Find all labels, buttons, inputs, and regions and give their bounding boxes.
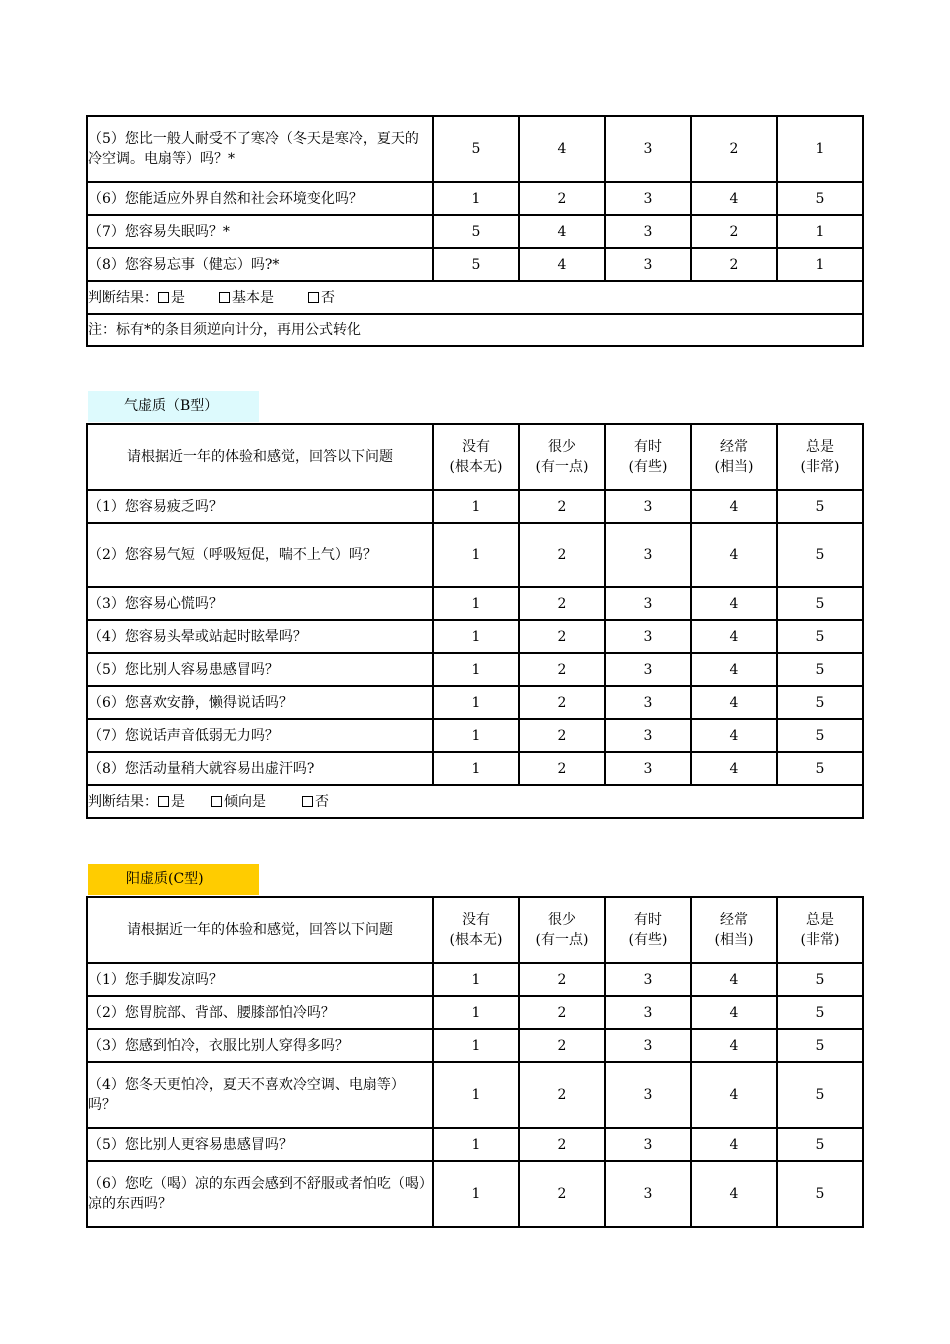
score-option[interactable]: 5 (777, 587, 863, 620)
score-option[interactable]: 5 (777, 686, 863, 719)
score-option[interactable]: 5 (777, 653, 863, 686)
score-option[interactable]: 3 (605, 963, 691, 996)
score-option[interactable]: 3 (605, 1128, 691, 1161)
score-option[interactable]: 5 (777, 752, 863, 785)
score-option[interactable]: 4 (691, 620, 777, 653)
option-yes[interactable]: 是 (158, 792, 185, 812)
score-option[interactable]: 2 (519, 523, 605, 587)
score-option[interactable]: 4 (691, 1062, 777, 1128)
question-text: （5）您比别人更容易患感冒吗？ (87, 1128, 433, 1161)
score-option[interactable]: 2 (519, 587, 605, 620)
table-row (87, 587, 863, 620)
table-b (86, 423, 864, 819)
result-label: 判断结果： (88, 793, 158, 810)
question-text: （2）您容易气短（呼吸短促，喘不上气）吗？ (87, 523, 433, 587)
score-option[interactable]: 4 (691, 587, 777, 620)
score-option[interactable]: 3 (605, 523, 691, 587)
score-option[interactable]: 1 (433, 1029, 519, 1062)
score-option[interactable]: 3 (605, 653, 691, 686)
score-option[interactable]: 1 (433, 1161, 519, 1227)
score-option[interactable]: 3 (605, 1062, 691, 1128)
column-header: 没有 (根本无) (433, 424, 519, 490)
score-option[interactable]: 4 (691, 1161, 777, 1227)
score-option[interactable]: 2 (519, 182, 605, 215)
question-text: （7）您容易失眠吗？* (87, 215, 433, 248)
table-row (87, 620, 863, 653)
score-option[interactable]: 4 (691, 1029, 777, 1062)
score-option[interactable]: 5 (777, 182, 863, 215)
score-option[interactable]: 1 (777, 248, 863, 281)
column-header: 有时 (有些) (605, 897, 691, 963)
header-row (87, 424, 863, 490)
result-row (87, 785, 863, 818)
score-option[interactable]: 4 (691, 182, 777, 215)
score-option[interactable]: 2 (691, 248, 777, 281)
score-option[interactable]: 2 (519, 996, 605, 1029)
score-option[interactable]: 1 (433, 963, 519, 996)
column-header: 很少 (有一点) (519, 424, 605, 490)
score-option[interactable]: 3 (605, 490, 691, 523)
table-row (87, 963, 863, 996)
score-option[interactable]: 2 (519, 620, 605, 653)
score-option[interactable]: 3 (605, 116, 691, 182)
score-option[interactable]: 4 (691, 996, 777, 1029)
column-header: 很少 (有一点) (519, 897, 605, 963)
table-row (87, 182, 863, 215)
result-cell (87, 785, 863, 818)
score-option[interactable]: 2 (519, 1029, 605, 1062)
table-row (87, 752, 863, 785)
score-option[interactable]: 1 (433, 587, 519, 620)
table-c (86, 896, 864, 1228)
column-header: 总是 (非常) (777, 424, 863, 490)
score-option[interactable]: 1 (433, 523, 519, 587)
score-option[interactable]: 1 (433, 182, 519, 215)
score-option[interactable]: 3 (605, 1029, 691, 1062)
score-option[interactable]: 2 (519, 686, 605, 719)
score-option[interactable]: 5 (777, 620, 863, 653)
score-option[interactable]: 1 (433, 996, 519, 1029)
score-option[interactable]: 2 (519, 963, 605, 996)
table-row (87, 719, 863, 752)
header-row (87, 897, 863, 963)
table-row (87, 996, 863, 1029)
score-option[interactable]: 5 (777, 996, 863, 1029)
option-tend-yes[interactable]: 倾向是 (211, 792, 266, 812)
question-text: （8）您容易忘事（健忘）吗?* (87, 248, 433, 281)
table-row (87, 490, 863, 523)
score-option[interactable]: 1 (433, 1062, 519, 1128)
column-header: 有时 (有些) (605, 424, 691, 490)
score-option[interactable]: 4 (691, 686, 777, 719)
score-option[interactable]: 1 (433, 620, 519, 653)
score-option[interactable]: 3 (605, 182, 691, 215)
question-text: （1）您手脚发凉吗？ (87, 963, 433, 996)
score-option[interactable]: 1 (433, 653, 519, 686)
table-row (87, 653, 863, 686)
score-option[interactable]: 1 (433, 686, 519, 719)
checkbox-icon[interactable] (308, 292, 319, 303)
score-option[interactable]: 2 (519, 1128, 605, 1161)
score-option[interactable]: 2 (691, 215, 777, 248)
score-option[interactable]: 5 (777, 1029, 863, 1062)
table-row (87, 1029, 863, 1062)
result-label: 判断结果： (88, 289, 158, 306)
column-header: 经常 (相当) (691, 897, 777, 963)
table-a (86, 115, 864, 347)
score-option[interactable]: 5 (433, 116, 519, 182)
column-header: 总是 (非常) (777, 897, 863, 963)
score-option[interactable]: 3 (605, 248, 691, 281)
column-header: 经常 (相当) (691, 424, 777, 490)
table-row (87, 686, 863, 719)
checkbox-icon[interactable] (158, 292, 169, 303)
score-option[interactable]: 1 (433, 719, 519, 752)
score-option[interactable]: 2 (519, 752, 605, 785)
score-option[interactable]: 2 (519, 1161, 605, 1227)
score-option[interactable]: 3 (605, 215, 691, 248)
note-row (87, 314, 863, 346)
score-option[interactable]: 3 (605, 719, 691, 752)
score-option[interactable]: 5 (433, 215, 519, 248)
score-option[interactable]: 5 (777, 719, 863, 752)
table-row (87, 523, 863, 587)
question-text: （6）您喜欢安静，懒得说话吗？ (87, 686, 433, 719)
table-row (87, 1128, 863, 1161)
table-row (87, 1161, 863, 1227)
question-text: （3）您容易心慌吗？ (87, 587, 433, 620)
checkbox-icon[interactable] (158, 796, 169, 807)
score-option[interactable]: 5 (777, 963, 863, 996)
score-option[interactable]: 2 (519, 1062, 605, 1128)
result-cell (87, 281, 863, 314)
score-option[interactable]: 4 (691, 523, 777, 587)
score-option[interactable]: 3 (605, 752, 691, 785)
option-basically-yes[interactable]: 基本是 (219, 288, 274, 308)
score-option[interactable]: 4 (519, 248, 605, 281)
score-option[interactable]: 3 (605, 620, 691, 653)
score-option[interactable]: 4 (691, 490, 777, 523)
score-option[interactable]: 4 (519, 215, 605, 248)
score-option[interactable]: 3 (605, 686, 691, 719)
question-text: （3）您感到怕冷，衣服比别人穿得多吗？ (87, 1029, 433, 1062)
score-option[interactable]: 4 (691, 653, 777, 686)
score-option[interactable]: 4 (519, 116, 605, 182)
score-option[interactable]: 5 (777, 1062, 863, 1128)
score-option[interactable]: 1 (433, 490, 519, 523)
score-option[interactable]: 3 (605, 1161, 691, 1227)
column-header: 没有 (根本无) (433, 897, 519, 963)
score-option[interactable]: 5 (777, 523, 863, 587)
option-no[interactable]: 否 (308, 288, 335, 308)
score-option[interactable]: 3 (605, 996, 691, 1029)
question-text: （5）您比一般人耐受不了寒冷（冬天是寒冷，夏天的冷空调。电扇等）吗？* (87, 116, 433, 182)
note-text: 注：标有*的条目须逆向计分，再用公式转化 (87, 314, 863, 346)
table-row (87, 248, 863, 281)
checkbox-icon[interactable] (302, 796, 313, 807)
score-option[interactable]: 1 (777, 116, 863, 182)
score-option[interactable]: 2 (519, 653, 605, 686)
question-text: （1）您容易疲乏吗？ (87, 490, 433, 523)
score-option[interactable]: 2 (691, 116, 777, 182)
score-option[interactable]: 3 (605, 587, 691, 620)
score-option[interactable]: 1 (433, 752, 519, 785)
question-text: （4）您容易头晕或站起时眩晕吗？ (87, 620, 433, 653)
score-option[interactable]: 1 (433, 1128, 519, 1161)
score-option[interactable]: 5 (777, 490, 863, 523)
question-text: （8）您活动量稍大就容易出虚汗吗? (87, 752, 433, 785)
table-row (87, 116, 863, 182)
checkbox-icon[interactable] (211, 796, 222, 807)
score-option[interactable]: 4 (691, 963, 777, 996)
section-label-b: 气虚质（B型） (88, 391, 259, 422)
question-text: （6）您吃（喝）凉的东西会感到不舒服或者怕吃（喝）凉的东西吗？ (87, 1161, 433, 1227)
result-row (87, 281, 863, 314)
instruction-header: 请根据近一年的体验和感觉，回答以下问题 (87, 897, 433, 963)
table-row (87, 215, 863, 248)
instruction-header: 请根据近一年的体验和感觉，回答以下问题 (87, 424, 433, 490)
score-option[interactable]: 2 (519, 719, 605, 752)
question-text: （6）您能适应外界自然和社会环境变化吗？ (87, 182, 433, 215)
question-text: （7）您说话声音低弱无力吗？ (87, 719, 433, 752)
score-option[interactable]: 2 (519, 490, 605, 523)
score-option[interactable]: 4 (691, 1128, 777, 1161)
section-label-c: 阳虚质(C型) (88, 864, 259, 895)
score-option[interactable]: 5 (777, 1128, 863, 1161)
option-yes[interactable]: 是 (158, 288, 185, 308)
score-option[interactable]: 5 (433, 248, 519, 281)
score-option[interactable]: 4 (691, 719, 777, 752)
score-option[interactable]: 5 (777, 1161, 863, 1227)
question-text: （2）您胃脘部、背部、腰膝部怕冷吗？ (87, 996, 433, 1029)
table-row (87, 1062, 863, 1128)
checkbox-icon[interactable] (219, 292, 230, 303)
question-text: （4）您冬天更怕冷，夏天不喜欢冷空调、电扇等）吗？ (87, 1062, 433, 1128)
option-no[interactable]: 否 (302, 792, 329, 812)
question-text: （5）您比别人容易患感冒吗？ (87, 653, 433, 686)
score-option[interactable]: 4 (691, 752, 777, 785)
score-option[interactable]: 1 (777, 215, 863, 248)
